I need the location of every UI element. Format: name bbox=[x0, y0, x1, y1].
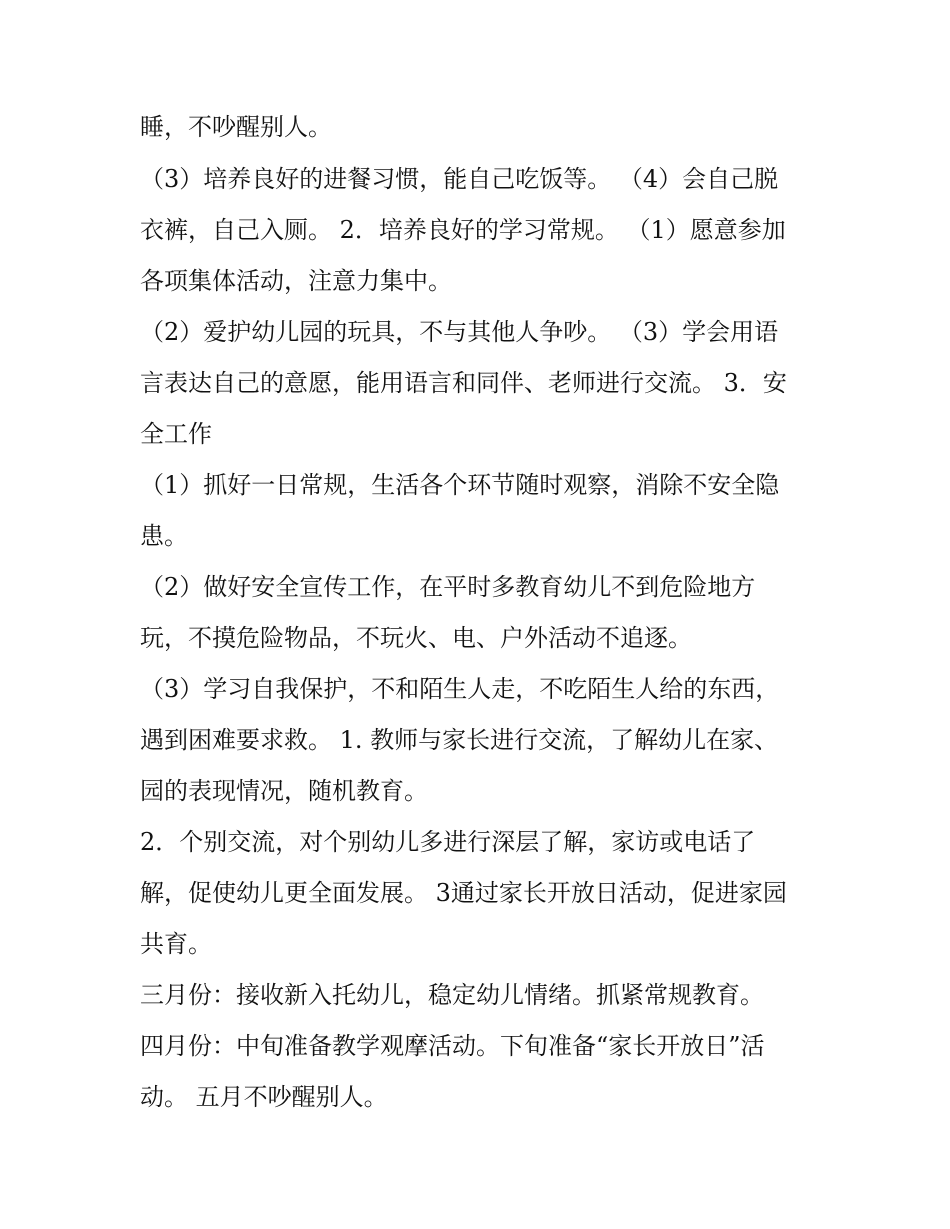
text-line: 2．个别交流，对个别幼儿多进行深层了解，家访或电话了 bbox=[140, 828, 756, 856]
text-line: （3）培养良好的进餐习惯，能自己吃饭等。 （4）会自己脱 bbox=[140, 165, 779, 193]
text-line: 遇到困难要求救。 1. 教师与家长进行交流，了解幼儿在家、 bbox=[140, 726, 779, 754]
text-line: 解，促使幼儿更全面发展。 3通过家长开放日活动，促进家园 bbox=[140, 879, 787, 907]
text-line: 言表达自己的意愿，能用语言和同伴、老师进行交流。 3．安 bbox=[140, 369, 787, 397]
text-line: （2）爱护幼儿园的玩具，不与其他人争吵。 （3）学会用语 bbox=[140, 318, 779, 346]
text-line: （3）学习自我保护，不和陌生人走，不吃陌生人给的东西， bbox=[140, 675, 780, 703]
text-line: 动。 五月不吵醒别人。 bbox=[140, 1083, 388, 1111]
text-line: （1）抓好一日常规，生活各个环节随时观察，消除不安全隐 bbox=[140, 471, 780, 499]
text-line: 衣裤，自己入厕。 2．培养良好的学习常规。 （1）愿意参加 bbox=[140, 216, 786, 244]
text-line: 四月份：中旬准备教学观摩活动。下旬准备“家长开放日”活 bbox=[140, 1032, 765, 1060]
text-line: 各项集体活动，注意力集中。 bbox=[140, 267, 452, 295]
text-line: 三月份：接收新入托幼儿，稳定幼儿情绪。抓紧常规教育。 bbox=[140, 981, 764, 1009]
text-line: 全工作 bbox=[140, 420, 212, 448]
text-line: 共育。 bbox=[140, 930, 212, 958]
text-line: （2）做好安全宣传工作，在平时多教育幼儿不到危险地方 bbox=[140, 573, 756, 601]
text-line: 园的表现情况，随机教育。 bbox=[140, 777, 428, 805]
text-line: 患。 bbox=[140, 522, 188, 550]
text-line: 睡，不吵醒别人。 bbox=[140, 113, 332, 141]
text-line: 玩，不摸危险物品，不玩火、电、户外活动不追逐。 bbox=[140, 624, 692, 652]
